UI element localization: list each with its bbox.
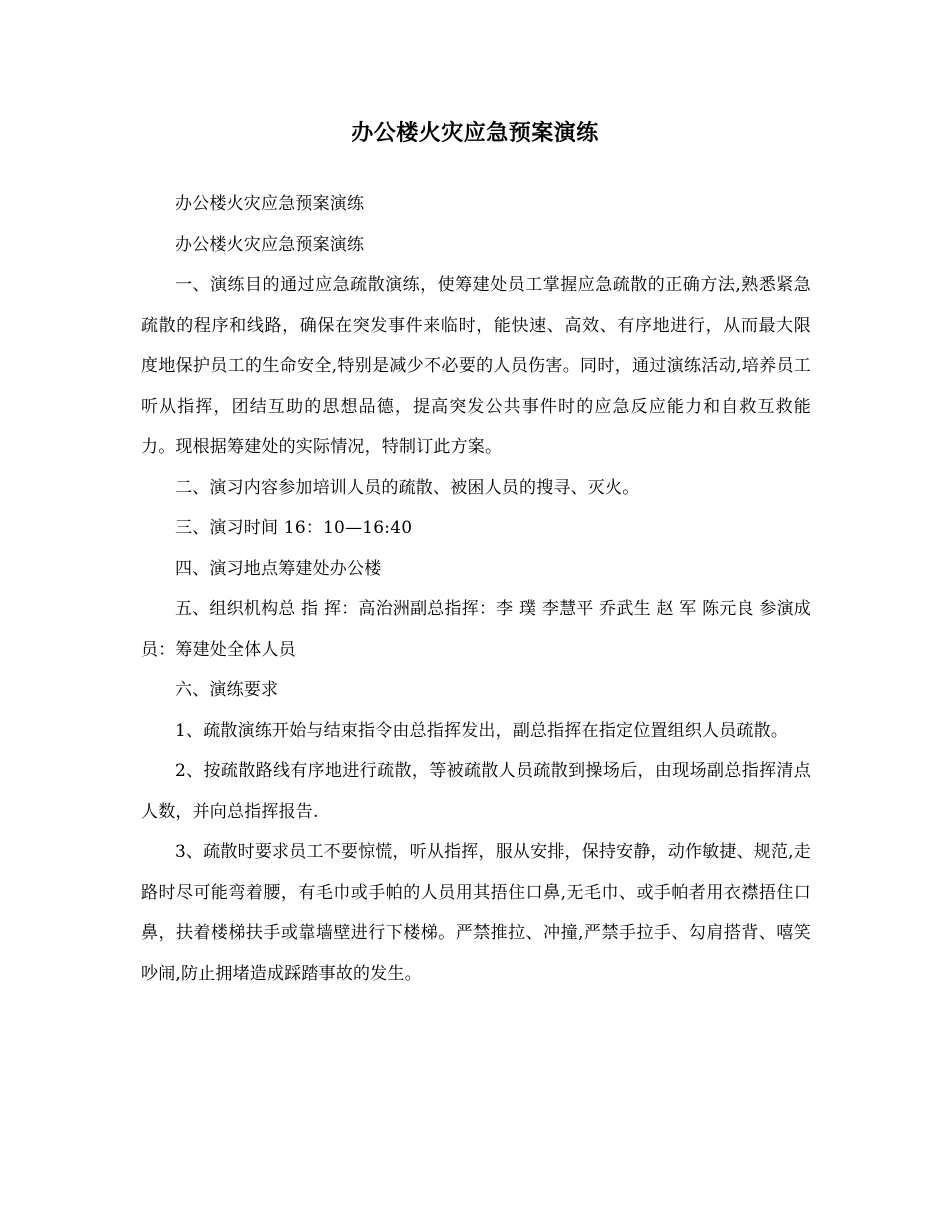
paragraph: 五、组织机构总 指 挥：高治洲副总指挥：李 璞 李慧平 乔武生 赵 军 陈元良 参演成员：筹建处全体人员 (141, 599, 811, 660)
paragraph: 二、演习内容参加培训人员的疏散、被困人员的搜寻、灭火。 (175, 477, 640, 498)
paragraph: 办公楼火灾应急预案演练 (175, 194, 365, 214)
paragraph: 四、演习地点筹建处办公楼 (175, 558, 382, 579)
paragraph: 三、演习时间 16：10—16:40 (175, 518, 413, 538)
paragraph: 3、疏散时要求员工不要惊慌，听从指挥，服从安排，保持安静，动作敏捷、规范,走路时尽可能弯着腰，有毛巾或手帕的人员用其捂住口鼻,无毛巾、或手帕者用衣襟捂住口鼻，扶着楼梯扶手或靠墙壁进行下楼梯。严禁推拉、冲撞,严禁手拉手、勾肩搭背、嘻笑吵闹,防止拥堵造成踩踏事故的发生。 (141, 842, 811, 984)
document-title: 办公楼火灾应急预案演练 (351, 120, 599, 146)
paragraph: 一、演练目的通过应急疏散演练，使筹建处员工掌握应急疏散的正确方法,熟悉紧急疏散的程序和线路，确保在突发事件来临时，能快速、高效、有序地进行，从而最大限度地保护员工的生命安全,特别是减少不必要的人员伤害。同时，通过演练活动,培养员工听从指挥，团结互助的思想品德，提高突发公共事件时的应急反应能力和自救互救能力。现根据筹建处的实际情况，特制订此方案。 (141, 275, 811, 457)
paragraph: 六、演练要求 (175, 680, 279, 700)
document-body (141, 184, 811, 994)
paragraph: 2、按疏散路线有序地进行疏散，等被疏散人员疏散到操场后，由现场副总指挥清点人数，并向总指挥报告. (141, 761, 811, 822)
paragraph: 1、疏散演练开始与结束指令由总指挥发出，副总指挥在指定位置组织人员疏散。 (175, 720, 789, 741)
paragraph: 办公楼火灾应急预案演练 (175, 234, 365, 255)
